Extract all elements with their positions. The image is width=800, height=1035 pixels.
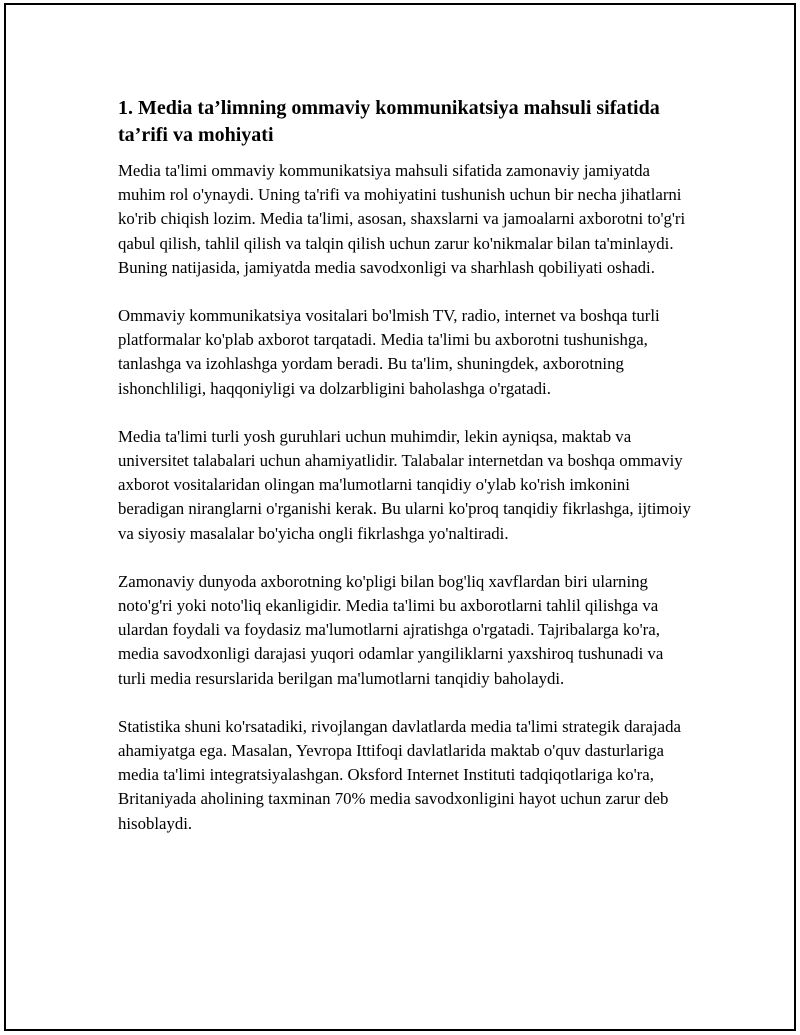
paragraph-4: Zamonaviy dunyoda axborotning ko'pligi bilan bog'liq xavflardan biri ularning noto'g'ri yoki noto'liq ekanligidir. Media ta'limi bu axborotlarni tahlil qilishga va ulardan foydali va foydasiz ma'lumotlarni ajratishga o'rgatadi. Tajribalarga ko'ra, media savodxonligi darajasi yuqori odamlar yangiliklarni yaxshiroq tushunadi va turli media resurslarida berilgan ma'lumotlarni tanqidiy baholaydi. [118, 571, 664, 688]
paragraph-2: Ommaviy kommunikatsiya vositalari bo'lmish TV, radio, internet va boshqa turli platformalar ko'plab axborot tarqatadi. Media ta'limi bu axborotni tushunishga, tanlashga va izohlashga yordam beradi. Bu ta'lim, shuningdek, axborotning ishonchliligi, haqqoniyligi va dolzarbligini baholashga o'rgatadi. [118, 306, 660, 398]
section-heading: 1. Media ta’limning ommaviy kommunikatsiya mahsuli sifatida ta’rifi va mohiyati [118, 97, 660, 146]
paragraph-1: Media ta'limi ommaviy kommunikatsiya mahsuli sifatida zamonaviy jamiyatda muhim rol o'ynaydi. Uning ta'rifi va mohiyatini tushunish uchun bir necha jihatlarni ko'rib chiqish lozim. Media ta'limi, asosan, shaxslarni va jamoalarni axborotni to'g'ri qabul qilish, tahlil qilish va talqin qilish uchun zarur ko'nikmalar bilan ta'minlaydi. Buning natijasida, jamiyatda media savodxonligi va sharhlash qobiliyati oshadi. [118, 161, 686, 277]
paragraph-5: Statistika shuni ko'rsatadiki, rivojlangan davlatlarda media ta'limi strategik darajada ahamiyatga ega. Masalan, Yevropa Ittifoqi davlatlarida maktab o'quv dasturlariga media ta'limi integratsiyalashgan. Oksford Internet Instituti tadqiqotlariga ko'ra, Britaniyada aholining taxminan 70% media savodxonligini hayot uchun zarur deb hisoblaydi. [118, 716, 681, 833]
document-body [118, 95, 693, 860]
paragraph-3: Media ta'limi turli yosh guruhlari uchun muhimdir, lekin ayniqsa, maktab va universitet talabalari uchun ahamiyatlidir. Talabalar internetdan va boshqa ommaviy axborot vositalaridan olingan ma'lumotlarni tanqidiy o'ylab ko'rish imkonini beradigan niranglarni o'rganishi kerak. Bu ularni ko'proq tanqidiy fikrlashga, ijtimoiy va siyosiy masalalar bo'yicha ongli fikrlashga yo'naltiradi. [118, 426, 691, 543]
